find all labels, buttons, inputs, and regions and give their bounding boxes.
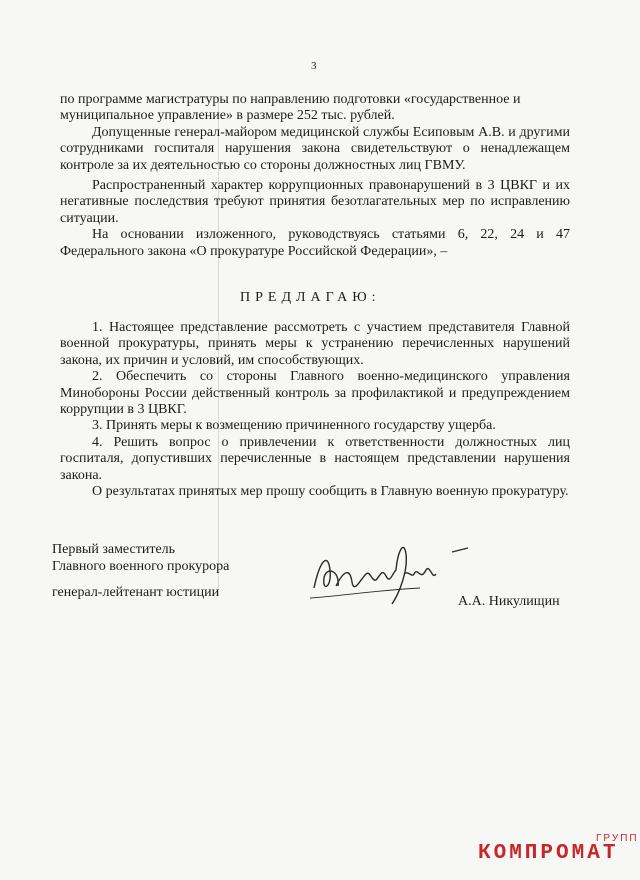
proposal-heading: ПРЕДЛАГАЮ: (240, 290, 381, 305)
proposal-item-3: 3. Принять меры к возмещению причиненного государству ущерба. (92, 418, 496, 434)
handwritten-signature (300, 530, 480, 620)
watermark-sub-text: ГРУПП (596, 833, 639, 844)
proposal-item-4: 4. Решить вопрос о привлечении к ответственности должностных лиц госпиталя, допустивших перечисленные в настоящем представлении нарушения закона. (60, 434, 570, 483)
signatory-name: А.А. Никулищин (458, 594, 560, 609)
paragraph-corruption: Распространенный характер коррупционных правонарушений в 3 ЦВКГ и их негативные последствия требуют принятия безотлагательных мер по исправлению ситуации. (60, 178, 570, 226)
document-body (60, 92, 570, 260)
proposal-item-2: 2. Обеспечить со стороны Главного военно-медицинского управления Минобороны России действенный контроль за профилактикой и предупреждением коррупции в 3 ЦВКГ. (60, 369, 570, 418)
signatory-title-line1: Первый заместитель (52, 542, 176, 557)
proposals-list (60, 320, 570, 500)
paragraph-continuation: по программе магистратуры по направлению подготовки «государственное и муниципальное управление» в размере 252 тыс. рублей. (60, 92, 521, 124)
paragraph-violations: Допущенные генерал-майором медицинской службы Есиповым А.В. и другими сотрудниками госпиталя нарушения закона свидетельствуют о ненадлежащем контроле за их деятельностью со стороны должностных лиц ГВМУ. (60, 124, 570, 173)
signatory-rank: генерал-лейтенант юстиции (52, 585, 220, 600)
page-number: 3 (311, 60, 317, 72)
signatory-title-block (52, 541, 229, 601)
proposal-closing: О результатах принятых мер прошу сообщить в Главную военную прокуратуру. (92, 484, 569, 500)
watermark-logo (478, 833, 639, 865)
proposal-item-1: 1. Настоящее представление рассмотреть с участием представителя Главной военной прокуратуры, принять меры к устранению перечисленных нарушений закона, их причин и условий, им способствующих. (60, 320, 570, 368)
signatory-title-line2: Главного военного прокурора (52, 559, 230, 574)
paragraph-legal-basis: На основании изложенного, руководствуясь статьями 6, 22, 24 и 47 Федерального закона «О прокуратуре Российской Федерации», – (60, 227, 570, 259)
watermark-main-text: КОМПРОМАТ (478, 842, 619, 865)
